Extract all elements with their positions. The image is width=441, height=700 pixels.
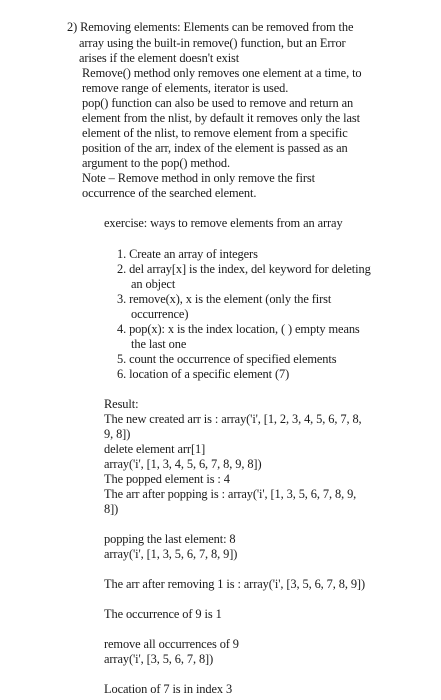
- result-line: array('i', [1, 3, 5, 6, 7, 8, 9]): [104, 547, 238, 561]
- exercise-item: an object: [131, 277, 176, 291]
- intro-line: arises if the element doesn't exist: [79, 51, 240, 65]
- intro-line: element of the nlist, to remove element from a specific: [82, 126, 348, 140]
- exercise-item: 3. remove(x), x is the element (only the first: [117, 292, 332, 306]
- result-line: 8]): [104, 502, 119, 516]
- result-line: 9, 8]): [104, 427, 131, 441]
- exercise-item: occurrence): [131, 307, 189, 321]
- intro-line: Remove() method only removes one element at a time, to: [82, 66, 362, 80]
- result-line: delete element arr[1]: [104, 442, 206, 456]
- result-line: The arr after removing 1 is : array('i', [3, 5, 6, 7, 8, 9]): [104, 577, 365, 591]
- result-line: remove all occurrences of 9: [104, 637, 239, 651]
- result-line: The arr after popping is : array('i', [1, 3, 5, 6, 7, 8, 9,: [104, 487, 357, 501]
- intro-line: pop() function can also be used to remove and return an: [82, 96, 354, 110]
- intro-line: array using the built-in remove() function, but an Error: [79, 36, 346, 50]
- exercise-item: 2. del array[x] is the index, del keyword for deleting: [117, 262, 371, 276]
- exercise-item: 6. location of a specific element (7): [117, 367, 290, 381]
- result-line: The occurrence of 9 is 1: [104, 607, 222, 621]
- result-line: popping the last element: 8: [104, 532, 236, 546]
- exercise-item: 1. Create an array of integers: [117, 247, 258, 261]
- result-line: array('i', [1, 3, 4, 5, 6, 7, 8, 9, 8]): [104, 457, 262, 471]
- intro-line: position of the arr, index of the element is passed as an: [82, 141, 348, 155]
- intro-line: argument to the pop() method.: [82, 156, 230, 170]
- result-line: Location of 7 is in index 3: [104, 682, 233, 696]
- exercise-item: 4. pop(x): x is the index location, ( ) empty means: [117, 322, 360, 336]
- result-line: array('i', [3, 5, 6, 7, 8]): [104, 652, 214, 666]
- exercise-item: 5. count the occurrence of specified elements: [117, 352, 337, 366]
- intro-line: remove range of elements, iterator is used.: [82, 81, 289, 95]
- result-line: The new created arr is : array('i', [1, 2, 3, 4, 5, 6, 7, 8,: [104, 412, 362, 426]
- intro-line: Note – Remove method in only remove the first: [82, 171, 315, 185]
- result-line: The popped element is : 4: [104, 472, 230, 486]
- result-label: Result:: [104, 397, 139, 411]
- intro-line: element from the nlist, by default it removes only the last: [82, 111, 360, 125]
- exercise-title: exercise: ways to remove elements from an array: [104, 216, 343, 230]
- intro-line: occurrence of the searched element.: [82, 186, 257, 200]
- exercise-item: the last one: [131, 337, 187, 351]
- section-heading: 2) Removing elements: Elements can be removed from the: [67, 20, 354, 34]
